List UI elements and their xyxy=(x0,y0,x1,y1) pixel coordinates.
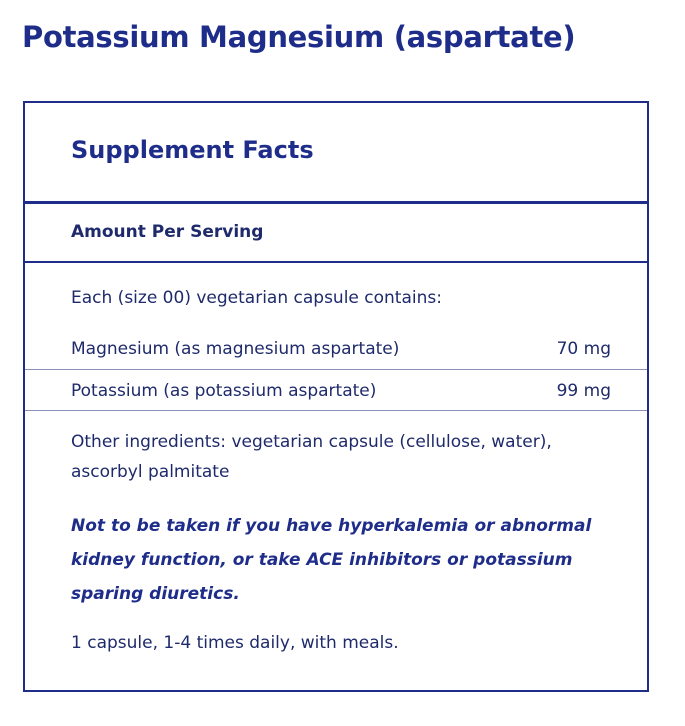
nutrient-row-potassium xyxy=(25,371,647,413)
serving-description: Each (size 00) vegetarian capsule contains: xyxy=(71,288,442,308)
amount-divider xyxy=(25,261,647,263)
nutrient-row-magnesium xyxy=(25,329,647,371)
other-ingredients: Other ingredients: vegetarian capsule (cellulose, water), ascorbyl palmitate xyxy=(71,432,552,482)
nutrient-amount: 70 mg xyxy=(556,339,611,359)
row-divider xyxy=(25,369,647,370)
supplement-facts-heading: Supplement Facts xyxy=(71,136,314,164)
heading-divider xyxy=(25,201,647,204)
directions-text: 1 capsule, 1-4 times daily, with meals. xyxy=(71,633,399,653)
page-title: Potassium Magnesium (aspartate) xyxy=(22,20,576,54)
nutrient-amount: 99 mg xyxy=(556,381,611,401)
nutrient-name: Magnesium (as magnesium aspartate) xyxy=(71,339,400,359)
warning-text: Not to be taken if you have hyperkalemia or abnormal kidney function, or take ACE inhibitors or potassium sparing diuretics. xyxy=(71,516,592,604)
row-divider xyxy=(25,410,647,411)
supplement-facts-panel xyxy=(23,101,649,692)
nutrient-name: Potassium (as potassium aspartate) xyxy=(71,381,377,401)
amount-per-serving-label: Amount Per Serving xyxy=(71,222,264,242)
